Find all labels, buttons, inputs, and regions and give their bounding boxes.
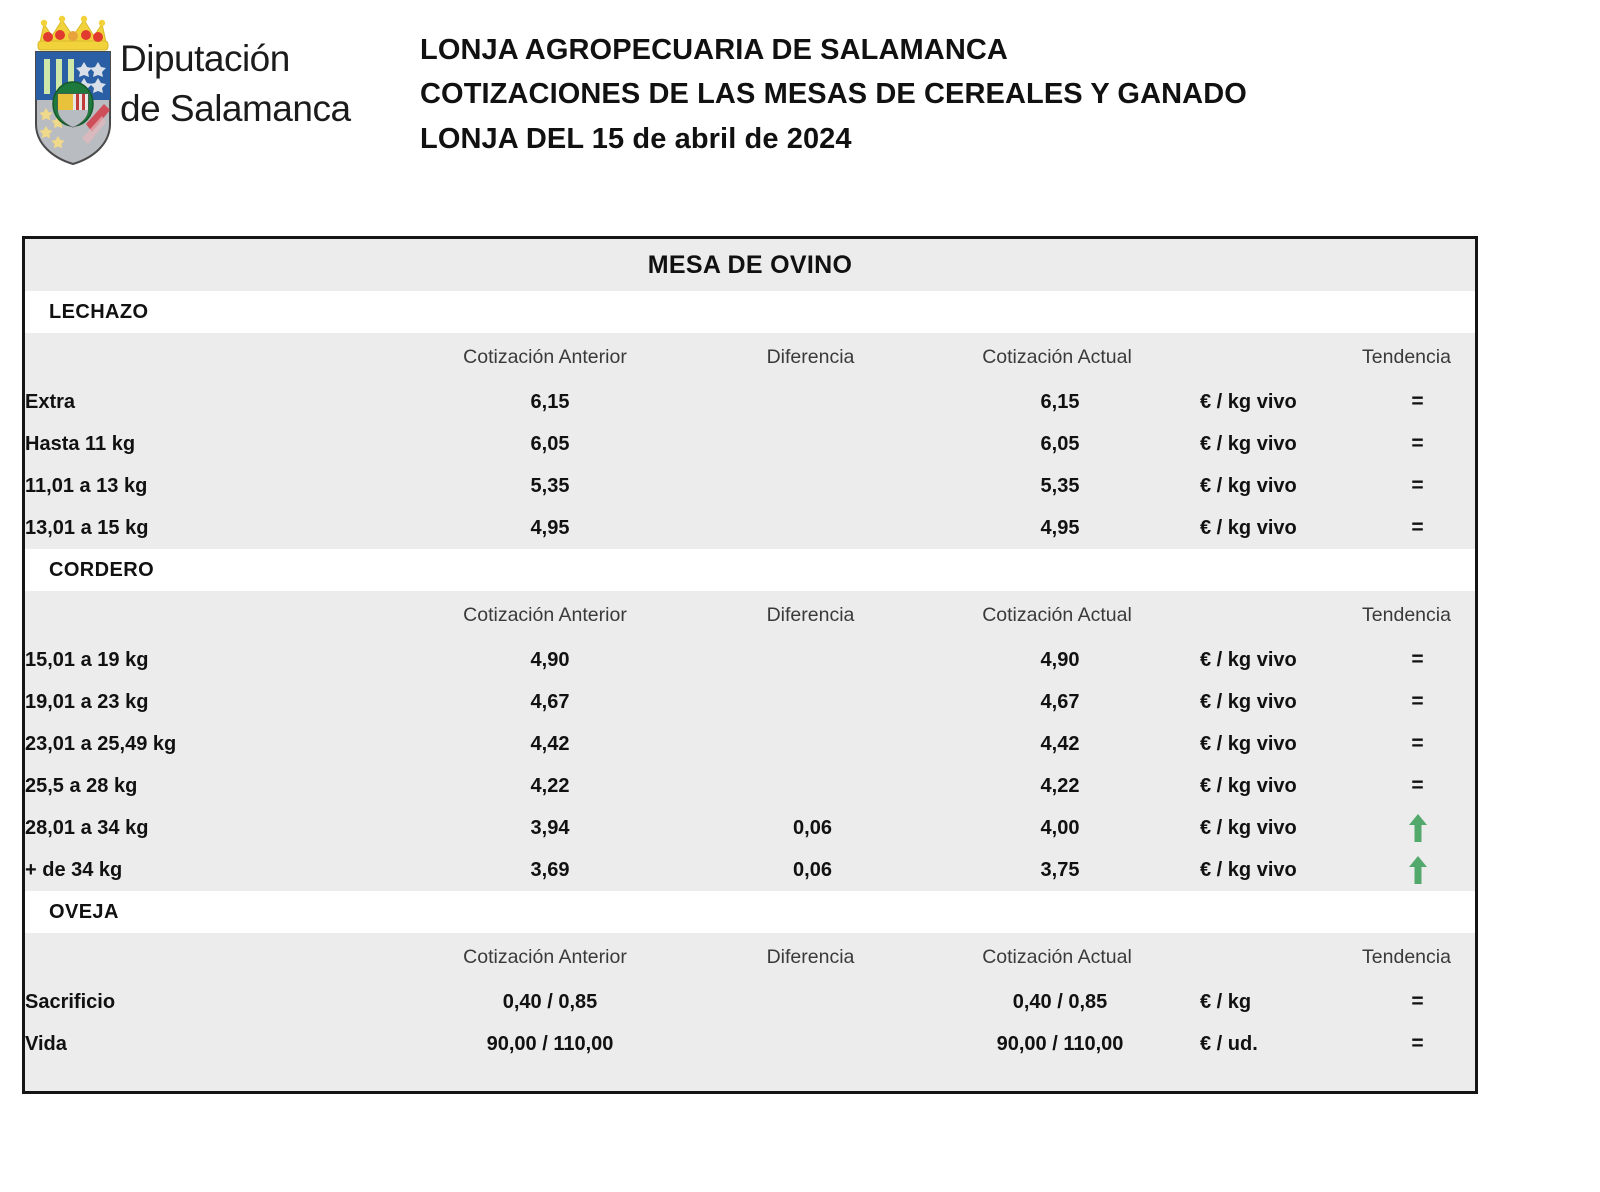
column-header-name	[25, 933, 395, 981]
panel-title: MESA DE OVINO	[25, 239, 1475, 291]
price-groups-container	[25, 291, 1475, 1091]
row-previous: 0,40 / 0,85	[395, 981, 705, 1023]
column-header-row	[25, 933, 1475, 981]
document-title-line-1: LONJA AGROPECUARIA DE SALAMANCA	[420, 34, 1008, 66]
row-label: 11,01 a 13 kg	[25, 465, 395, 507]
document-title-line-2: COTIZACIONES DE LAS MESAS DE CEREALES Y GANADO	[420, 78, 1247, 111]
column-header-name	[25, 591, 395, 639]
row-current: 90,00 / 110,00	[920, 1023, 1200, 1065]
table-row	[25, 381, 1475, 423]
group-header-lechazo: LECHAZO	[25, 291, 1475, 333]
row-unit: € / kg vivo	[1200, 765, 1360, 807]
price-table	[25, 933, 1475, 1091]
row-difference	[705, 723, 920, 765]
row-current: 4,22	[920, 765, 1200, 807]
page-header	[0, 0, 1600, 200]
row-current: 4,90	[920, 639, 1200, 681]
column-header-trend: Tendencia	[1360, 933, 1475, 981]
row-label: 23,01 a 25,49 kg	[25, 723, 395, 765]
row-current: 6,15	[920, 381, 1200, 423]
table-row	[25, 639, 1475, 681]
row-current: 4,95	[920, 507, 1200, 549]
row-previous: 3,69	[395, 849, 705, 891]
row-unit: € / kg vivo	[1200, 639, 1360, 681]
table-row	[25, 423, 1475, 465]
row-difference	[705, 465, 920, 507]
row-difference	[705, 423, 920, 465]
row-trend	[1360, 423, 1475, 465]
row-difference	[705, 681, 920, 723]
salamanca-coat-of-arms-icon	[18, 12, 128, 172]
row-trend	[1360, 465, 1475, 507]
table-bottom-spacer	[25, 1065, 1475, 1091]
equals-sign-icon: =	[1411, 473, 1424, 497]
row-difference	[705, 1023, 920, 1065]
column-header-row	[25, 591, 1475, 639]
row-trend	[1360, 381, 1475, 423]
row-difference	[705, 381, 920, 423]
brand-line-salamanca: de Salamanca	[120, 88, 351, 129]
table-row	[25, 849, 1475, 891]
row-unit: € / kg vivo	[1200, 681, 1360, 723]
row-previous: 6,15	[395, 381, 705, 423]
row-current: 4,42	[920, 723, 1200, 765]
column-header-difference: Diferencia	[705, 591, 920, 639]
column-header-name	[25, 333, 395, 381]
row-trend	[1360, 1023, 1475, 1065]
price-table	[25, 333, 1475, 549]
row-label: Extra	[25, 381, 395, 423]
row-unit: € / kg vivo	[1200, 423, 1360, 465]
equals-sign-icon: =	[1411, 515, 1424, 539]
price-group-cordero	[25, 549, 1475, 891]
row-trend	[1360, 765, 1475, 807]
table-row	[25, 765, 1475, 807]
row-current: 4,00	[920, 807, 1200, 849]
arrow-up-green-icon	[1408, 855, 1428, 885]
column-header-previous: Cotización Anterior	[395, 591, 705, 639]
price-group-lechazo	[25, 291, 1475, 549]
row-label: 25,5 a 28 kg	[25, 765, 395, 807]
table-row	[25, 507, 1475, 549]
row-previous: 4,90	[395, 639, 705, 681]
row-current: 5,35	[920, 465, 1200, 507]
table-row	[25, 981, 1475, 1023]
row-difference	[705, 981, 920, 1023]
row-difference: 0,06	[705, 849, 920, 891]
row-label: 15,01 a 19 kg	[25, 639, 395, 681]
row-difference	[705, 765, 920, 807]
arrow-up-green-icon	[1408, 813, 1428, 843]
row-previous: 90,00 / 110,00	[395, 1023, 705, 1065]
brand-line-diputacion: Diputación	[120, 38, 290, 79]
row-previous: 4,67	[395, 681, 705, 723]
table-row	[25, 1023, 1475, 1065]
row-current: 4,67	[920, 681, 1200, 723]
equals-sign-icon: =	[1411, 647, 1424, 671]
column-header-difference: Diferencia	[705, 933, 920, 981]
column-header-unit	[1200, 591, 1360, 639]
row-trend	[1360, 807, 1475, 849]
row-unit: € / kg vivo	[1200, 849, 1360, 891]
row-difference	[705, 639, 920, 681]
table-row	[25, 465, 1475, 507]
column-header-previous: Cotización Anterior	[395, 933, 705, 981]
row-trend	[1360, 849, 1475, 891]
row-trend	[1360, 507, 1475, 549]
row-label: 13,01 a 15 kg	[25, 507, 395, 549]
row-current: 6,05	[920, 423, 1200, 465]
row-unit: € / ud.	[1200, 1023, 1360, 1065]
column-header-previous: Cotización Anterior	[395, 333, 705, 381]
price-table	[25, 591, 1475, 891]
price-group-oveja	[25, 891, 1475, 1091]
row-trend	[1360, 981, 1475, 1023]
row-previous: 5,35	[395, 465, 705, 507]
row-trend	[1360, 681, 1475, 723]
row-trend	[1360, 639, 1475, 681]
equals-sign-icon: =	[1411, 731, 1424, 755]
brand-wordmark	[120, 40, 380, 127]
table-row	[25, 807, 1475, 849]
row-difference: 0,06	[705, 807, 920, 849]
equals-sign-icon: =	[1411, 689, 1424, 713]
equals-sign-icon: =	[1411, 389, 1424, 413]
column-header-row	[25, 333, 1475, 381]
group-header-oveja: OVEJA	[25, 891, 1475, 933]
column-header-trend: Tendencia	[1360, 591, 1475, 639]
column-header-current: Cotización Actual	[920, 333, 1200, 381]
document-title	[420, 28, 1247, 161]
row-label: 28,01 a 34 kg	[25, 807, 395, 849]
column-header-unit	[1200, 333, 1360, 381]
equals-sign-icon: =	[1411, 989, 1424, 1013]
column-header-current: Cotización Actual	[920, 591, 1200, 639]
document-title-line-3: LONJA DEL 15 de abril de 2024	[420, 122, 852, 155]
column-header-trend: Tendencia	[1360, 333, 1475, 381]
equals-sign-icon: =	[1411, 1031, 1424, 1055]
equals-sign-icon: =	[1411, 773, 1424, 797]
column-header-difference: Diferencia	[705, 333, 920, 381]
row-trend	[1360, 723, 1475, 765]
group-header-cordero: CORDERO	[25, 549, 1475, 591]
row-unit: € / kg vivo	[1200, 381, 1360, 423]
column-header-unit	[1200, 933, 1360, 981]
row-current: 0,40 / 0,85	[920, 981, 1200, 1023]
equals-sign-icon: =	[1411, 431, 1424, 455]
row-label: Sacrificio	[25, 981, 395, 1023]
row-unit: € / kg	[1200, 981, 1360, 1023]
row-previous: 4,22	[395, 765, 705, 807]
mesa-de-ovino-panel	[22, 236, 1478, 1094]
row-label: Vida	[25, 1023, 395, 1065]
row-unit: € / kg vivo	[1200, 807, 1360, 849]
row-previous: 3,94	[395, 807, 705, 849]
row-label: 19,01 a 23 kg	[25, 681, 395, 723]
table-row	[25, 681, 1475, 723]
row-current: 3,75	[920, 849, 1200, 891]
column-header-current: Cotización Actual	[920, 933, 1200, 981]
row-unit: € / kg vivo	[1200, 723, 1360, 765]
row-unit: € / kg vivo	[1200, 507, 1360, 549]
row-label: + de 34 kg	[25, 849, 395, 891]
table-row	[25, 723, 1475, 765]
row-previous: 4,42	[395, 723, 705, 765]
row-previous: 4,95	[395, 507, 705, 549]
row-difference	[705, 507, 920, 549]
row-previous: 6,05	[395, 423, 705, 465]
row-label: Hasta 11 kg	[25, 423, 395, 465]
row-unit: € / kg vivo	[1200, 465, 1360, 507]
